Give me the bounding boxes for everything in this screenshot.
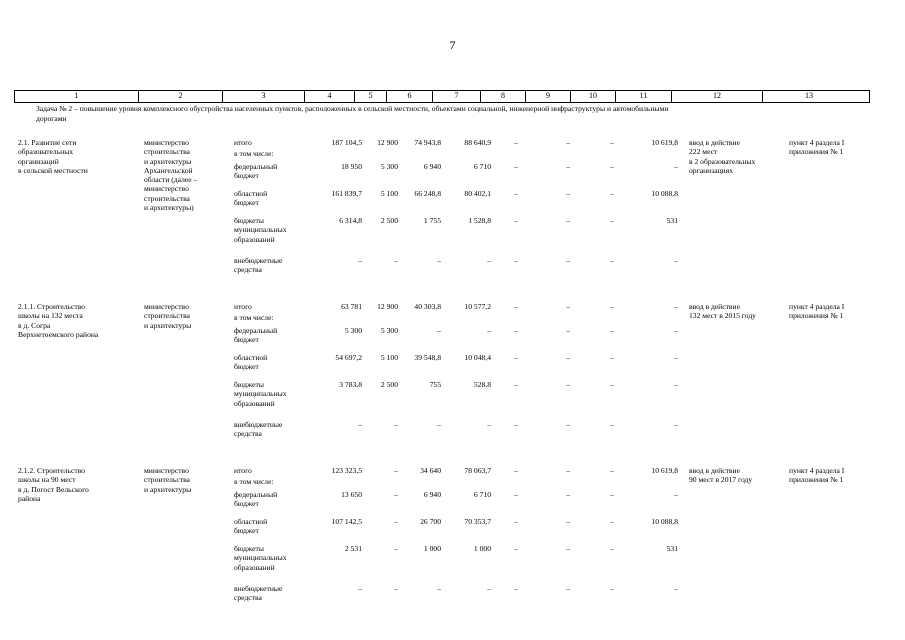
amount-cell: 6 940 bbox=[423, 162, 441, 171]
amount-cell: 6 940 bbox=[423, 490, 441, 499]
column-header-6: 6 bbox=[387, 91, 433, 102]
amount-cell: – bbox=[674, 490, 678, 499]
program-table bbox=[14, 90, 870, 603]
amount-cell: 66 248,8 bbox=[414, 189, 441, 198]
amount-cell: – bbox=[610, 490, 614, 499]
amount-cell: 40 303,8 bbox=[414, 302, 441, 311]
column-header-12: 12 bbox=[672, 91, 763, 102]
funding-row bbox=[14, 216, 870, 244]
funding-source: бюджеты муниципальных образований bbox=[234, 380, 287, 408]
amount-cell: – bbox=[514, 162, 518, 171]
funding-row bbox=[14, 490, 870, 518]
column-header-3: 3 bbox=[223, 91, 305, 102]
amount-cell: – bbox=[674, 380, 678, 389]
amount-cell: 12 900 bbox=[377, 138, 398, 147]
amount-cell: – bbox=[566, 544, 570, 553]
amount-cell: – bbox=[566, 584, 570, 593]
amount-cell: – bbox=[610, 517, 614, 526]
page-number: 7 bbox=[449, 38, 456, 52]
amount-cell: – bbox=[394, 420, 398, 429]
amount-cell: – bbox=[674, 326, 678, 335]
amount-cell: – bbox=[610, 216, 614, 225]
amount-cell: 10 048,4 bbox=[464, 353, 491, 362]
amount-cell: 5 100 bbox=[380, 353, 398, 362]
executor: министерство строительства и архитектуры bbox=[144, 466, 192, 494]
amount-cell: – bbox=[566, 256, 570, 265]
funding-row bbox=[14, 517, 870, 545]
amount-cell: 531 bbox=[666, 544, 678, 553]
amount-cell: – bbox=[514, 326, 518, 335]
amount-cell: 78 063,7 bbox=[464, 466, 491, 475]
amount-cell: 1 000 bbox=[473, 544, 491, 553]
amount-cell: – bbox=[437, 584, 441, 593]
amount-cell: 5 100 bbox=[380, 189, 398, 198]
amount-cell: 54 697,2 bbox=[335, 353, 362, 362]
amount-cell: – bbox=[566, 490, 570, 499]
amount-cell: 1 755 bbox=[423, 216, 441, 225]
amount-cell: – bbox=[610, 302, 614, 311]
amount-cell: 1 528,8 bbox=[468, 216, 491, 225]
amount-cell: – bbox=[610, 138, 614, 147]
amount-cell: 70 353,7 bbox=[464, 517, 491, 526]
column-header-11: 11 bbox=[616, 91, 672, 102]
amount-cell: – bbox=[566, 380, 570, 389]
amount-cell: 755 bbox=[429, 380, 441, 389]
funding-source: внебюджетные средства bbox=[234, 584, 283, 603]
activity-title: 2.1.2. Строительство школы на 90 мест в д. Погост Вельского района bbox=[18, 466, 89, 503]
funding-row bbox=[14, 584, 870, 612]
amount-cell: 74 943,8 bbox=[414, 138, 441, 147]
column-header-10: 10 bbox=[571, 91, 616, 102]
amount-cell: 6 710 bbox=[473, 490, 491, 499]
amount-cell: – bbox=[487, 256, 491, 265]
amount-cell: – bbox=[610, 189, 614, 198]
amount-cell: 18 950 bbox=[341, 162, 362, 171]
expected-result: ввод в действие 90 мест в 2017 году bbox=[689, 466, 753, 485]
amount-cell: – bbox=[610, 584, 614, 593]
amount-cell: 34 640 bbox=[420, 466, 441, 475]
amount-cell: – bbox=[437, 256, 441, 265]
amount-cell: 107 142,5 bbox=[331, 517, 362, 526]
amount-cell: 5 300 bbox=[380, 326, 398, 335]
activity-title: 2.1. Развитие сети образовательных организаций в сельской местности bbox=[18, 138, 88, 175]
amount-cell: 10 619,8 bbox=[651, 138, 678, 147]
funding-source: в том числе: bbox=[234, 313, 274, 322]
amount-cell: – bbox=[358, 256, 362, 265]
funding-source: бюджеты муниципальных образований bbox=[234, 544, 287, 572]
funding-source: итого bbox=[234, 138, 252, 147]
amount-cell: – bbox=[566, 517, 570, 526]
column-header-4: 4 bbox=[305, 91, 355, 102]
amount-cell: – bbox=[610, 326, 614, 335]
amount-cell: 12 900 bbox=[377, 302, 398, 311]
funding-row bbox=[14, 420, 870, 448]
amount-cell: – bbox=[610, 380, 614, 389]
amount-cell: 10 088,8 bbox=[651, 517, 678, 526]
expected-result: ввод в действие 132 мест в 2015 году bbox=[689, 302, 756, 321]
executor: министерство строительства и архитектуры Архангельской области (далее – министерство строительства и архитектуры) bbox=[144, 138, 198, 213]
amount-cell: – bbox=[674, 256, 678, 265]
amount-cell: – bbox=[514, 517, 518, 526]
amount-cell: – bbox=[674, 162, 678, 171]
amount-cell: – bbox=[566, 466, 570, 475]
funding-source: в том числе: bbox=[234, 477, 274, 486]
amount-cell: 5 300 bbox=[344, 326, 362, 335]
amount-cell: 1 000 bbox=[423, 544, 441, 553]
amount-cell: 6 710 bbox=[473, 162, 491, 171]
amount-cell: – bbox=[566, 162, 570, 171]
amount-cell: – bbox=[514, 466, 518, 475]
amount-cell: – bbox=[514, 380, 518, 389]
amount-cell: – bbox=[610, 420, 614, 429]
amount-cell: – bbox=[566, 216, 570, 225]
amount-cell: 187 104,5 bbox=[331, 138, 362, 147]
reference: пункт 4 раздела I приложения № 1 bbox=[789, 302, 845, 321]
amount-cell: – bbox=[610, 353, 614, 362]
amount-cell: – bbox=[394, 490, 398, 499]
funding-source: федеральный бюджет bbox=[234, 162, 278, 181]
column-header-2: 2 bbox=[139, 91, 223, 102]
amount-cell: 39 548,8 bbox=[414, 353, 441, 362]
amount-cell: – bbox=[610, 162, 614, 171]
amount-cell: 161 839,7 bbox=[331, 189, 362, 198]
reference: пункт 4 раздела I приложения № 1 bbox=[789, 466, 845, 485]
funding-source: в том числе: bbox=[234, 149, 274, 158]
amount-cell: 528,8 bbox=[473, 380, 491, 389]
amount-cell: – bbox=[514, 490, 518, 499]
column-header-7: 7 bbox=[433, 91, 481, 102]
column-number-header bbox=[14, 90, 870, 103]
amount-cell: – bbox=[487, 326, 491, 335]
amount-cell: – bbox=[394, 544, 398, 553]
task-heading-line2: дорогами bbox=[36, 114, 67, 123]
funding-row bbox=[14, 162, 870, 190]
amount-cell: – bbox=[358, 420, 362, 429]
funding-source: областной бюджет bbox=[234, 353, 268, 372]
amount-cell: 5 300 bbox=[380, 162, 398, 171]
amount-cell: – bbox=[674, 302, 678, 311]
amount-cell: 2 500 bbox=[380, 216, 398, 225]
column-header-8: 8 bbox=[481, 91, 526, 102]
funding-row bbox=[14, 189, 870, 217]
amount-cell: 63 781 bbox=[341, 302, 362, 311]
amount-cell: – bbox=[566, 138, 570, 147]
amount-cell: – bbox=[566, 353, 570, 362]
expected-result: ввод в действие 222 мест в 2 образовательных организациях bbox=[689, 138, 756, 175]
amount-cell: – bbox=[674, 353, 678, 362]
amount-cell: – bbox=[358, 584, 362, 593]
amount-cell: – bbox=[610, 256, 614, 265]
funding-row bbox=[14, 256, 870, 284]
task-heading bbox=[14, 103, 870, 126]
column-header-5: 5 bbox=[355, 91, 387, 102]
funding-source: итого bbox=[234, 302, 252, 311]
amount-cell: 3 783,8 bbox=[339, 380, 362, 389]
amount-cell: – bbox=[674, 420, 678, 429]
amount-cell: – bbox=[514, 544, 518, 553]
reference: пункт 4 раздела I приложения № 1 bbox=[789, 138, 845, 157]
funding-source: бюджеты муниципальных образований bbox=[234, 216, 287, 244]
column-header-1: 1 bbox=[15, 91, 139, 102]
column-header-9: 9 bbox=[526, 91, 571, 102]
column-header-13: 13 bbox=[805, 91, 813, 100]
amount-cell: – bbox=[394, 256, 398, 265]
amount-cell: 13 650 bbox=[341, 490, 362, 499]
funding-source: внебюджетные средства bbox=[234, 256, 283, 275]
funding-source: федеральный бюджет bbox=[234, 490, 278, 509]
amount-cell: – bbox=[514, 302, 518, 311]
amount-cell: 2 500 bbox=[380, 380, 398, 389]
funding-source: областной бюджет bbox=[234, 517, 268, 536]
amount-cell: – bbox=[437, 420, 441, 429]
amount-cell: – bbox=[394, 584, 398, 593]
amount-cell: – bbox=[514, 584, 518, 593]
amount-cell: – bbox=[487, 584, 491, 593]
amount-cell: 2 531 bbox=[344, 544, 362, 553]
amount-cell: 6 314,8 bbox=[339, 216, 362, 225]
funding-source: внебюджетные средства bbox=[234, 420, 283, 439]
amount-cell: 531 bbox=[666, 216, 678, 225]
amount-cell: – bbox=[487, 420, 491, 429]
amount-cell: 26 700 bbox=[420, 517, 441, 526]
funding-row bbox=[14, 353, 870, 381]
amount-cell: – bbox=[514, 420, 518, 429]
amount-cell: – bbox=[674, 584, 678, 593]
funding-row bbox=[14, 380, 870, 408]
amount-cell: – bbox=[437, 326, 441, 335]
executor: министерство строительства и архитектуры bbox=[144, 302, 192, 330]
amount-cell: – bbox=[566, 326, 570, 335]
amount-cell: – bbox=[514, 216, 518, 225]
amount-cell: – bbox=[394, 466, 398, 475]
amount-cell: 10 088,8 bbox=[651, 189, 678, 198]
funding-source: федеральный бюджет bbox=[234, 326, 278, 345]
amount-cell: – bbox=[566, 420, 570, 429]
amount-cell: 10 619,8 bbox=[651, 466, 678, 475]
funding-source: областной бюджет bbox=[234, 189, 268, 208]
amount-cell: 10 577,2 bbox=[464, 302, 491, 311]
amount-cell: – bbox=[566, 302, 570, 311]
amount-cell: – bbox=[514, 189, 518, 198]
amount-cell: – bbox=[610, 544, 614, 553]
amount-cell: 88 640,9 bbox=[464, 138, 491, 147]
activity-title: 2.1.1. Строительство школы на 132 места в д. Согра Верхнетоемского района bbox=[18, 302, 99, 339]
amount-cell: – bbox=[610, 466, 614, 475]
task-heading-line1: Задача № 2 – повышение уровня комплексного обустройства населенных пунктов, расположенных в сельской местности, объектами социальной, инженерной инфраструктуры и автомобильными bbox=[36, 104, 669, 113]
amount-cell: 123 323,5 bbox=[331, 466, 362, 475]
amount-cell: – bbox=[514, 256, 518, 265]
funding-row bbox=[14, 326, 870, 354]
amount-cell: – bbox=[394, 517, 398, 526]
amount-cell: – bbox=[514, 353, 518, 362]
amount-cell: 80 402,1 bbox=[464, 189, 491, 198]
funding-row bbox=[14, 544, 870, 572]
amount-cell: – bbox=[514, 138, 518, 147]
amount-cell: – bbox=[566, 189, 570, 198]
funding-source: итого bbox=[234, 466, 252, 475]
